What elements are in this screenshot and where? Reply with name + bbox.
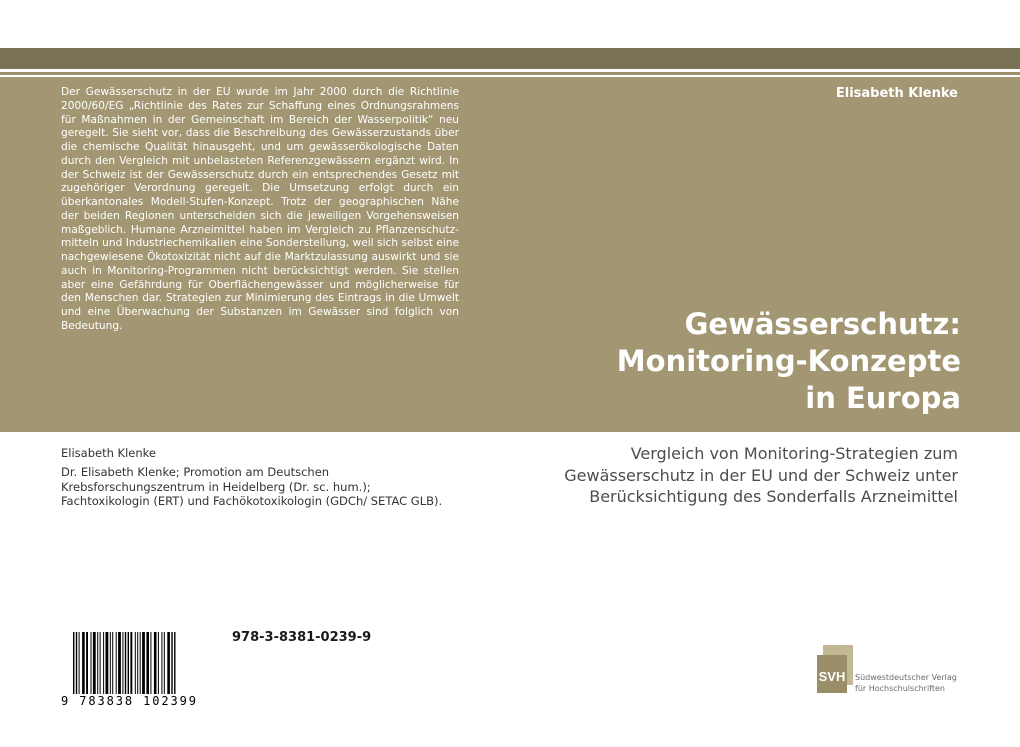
barcode-bar — [106, 632, 109, 694]
barcode-bar — [122, 632, 123, 694]
front-author-name: Elisabeth Klenke — [835, 86, 958, 101]
barcode-bar — [137, 632, 138, 694]
barcode-bar — [116, 632, 117, 694]
barcode-bar — [82, 632, 85, 694]
barcode-bar — [158, 632, 159, 694]
book-subtitle — [518, 443, 958, 508]
barcode-bar — [100, 632, 101, 694]
subtitle-line: Vergleich von Monitoring-Strategien zum — [630, 444, 958, 463]
back-author-name: Elisabeth Klenke — [61, 446, 156, 460]
subtitle-line: Berücksichtigung des Sonderfalls Arzneimittel — [589, 487, 958, 506]
svh-logo-icon — [817, 645, 853, 693]
barcode-bar — [91, 632, 92, 694]
barcode-bar — [142, 632, 145, 694]
title-line: Gewässerschutz: — [684, 307, 961, 341]
book-title — [441, 306, 961, 417]
barcode-bar — [97, 632, 98, 694]
publisher-name — [855, 672, 957, 694]
publisher-name-line: für Hochschulschriften — [855, 684, 945, 693]
barcode-bar — [167, 632, 170, 694]
barcode-bar — [130, 632, 132, 694]
barcode-digits: 9 783838 102399 — [61, 694, 211, 708]
barcode-bar — [135, 632, 136, 694]
svg-text:SVH: SVH — [818, 669, 846, 684]
top-color-band — [0, 48, 1020, 69]
barcode-bar — [118, 632, 121, 694]
barcode-bar — [146, 632, 149, 694]
title-line: in Europa — [805, 381, 961, 415]
title-line: Monitoring-Konzepte — [616, 344, 961, 378]
publisher-logo — [817, 645, 977, 695]
barcode-bar — [93, 632, 96, 694]
barcode-bar — [161, 632, 162, 694]
divider-line — [0, 72, 1020, 75]
author-bio: Dr. Elisabeth Klenke; Promotion am Deutschen Krebsforschungszentrum in Heidelberg (Dr. sc. hum.); Fachtoxikologin (ERT) und Fachökotoxikologin (GDCh/ SETAC GLB). — [61, 465, 443, 508]
barcode-bar — [150, 632, 151, 694]
barcode-bar — [103, 632, 104, 694]
barcode-bar — [79, 632, 80, 694]
barcode-bar — [110, 632, 111, 694]
barcode-bar — [154, 632, 157, 694]
publisher-name-line: Südwestdeutscher Verlag — [855, 673, 957, 682]
subtitle-line: Gewässerschutz in der EU und der Schweiz unter — [564, 465, 958, 485]
back-cover-blurb: Der Gewässerschutz in der EU wurde im Jahr 2000 durch die Richtlinie 2000/60/EG „Richtlinie des Rates zur Schaffung eines Ordnungsrahmens für Maßnahmen in der Gemeinschaft im Bereich der Wasserpolitik“ neu geregelt. Sie sieht vor, dass die Beschreibung des Gewässerzustands über die chemische Qualität hinausgeht, und um gewässerökologische Daten durch den Vergleich mit unbelasteten Referenzgewässern ergänzt wird. In der Schweiz ist der Gewässerschutz durch ein entsprechendes Gesetz mit zugehöriger Verordnung geregelt. Die Umsetzung erfolgt durch ein überkantonales Modell-Stufen-Konzept. Trotz der geographischen Nähe der beiden Regionen unterscheiden sich die jeweiligen Vorgehensweisen maßgeblich. Humane Arzneimittel haben im Vergleich zu Pflanzenschutz-mitteln und Industriechemikalien eine Sonderstellung, weil sich selbst eine nachgewiesene Ökotoxizität nicht auf die Marktzulassung auswirkt und sie auch in Monitoring-Programmen nicht berücksichtigt werden. Sie stellen aber eine Gefährdung für Oberflächengewässer und möglicherweise für den Menschen dar. Strategien zur Minimierung des Eintrags in die Umwelt und eine Überwachung der Substanzen im Gewässer sind folglich von Bedeutung. — [61, 86, 459, 332]
barcode-bar — [140, 632, 141, 694]
barcode-bar — [164, 632, 165, 694]
isbn: 978-3-8381-0239-9 — [232, 630, 372, 645]
barcode-bar — [112, 632, 113, 694]
barcode-bar — [86, 632, 88, 694]
